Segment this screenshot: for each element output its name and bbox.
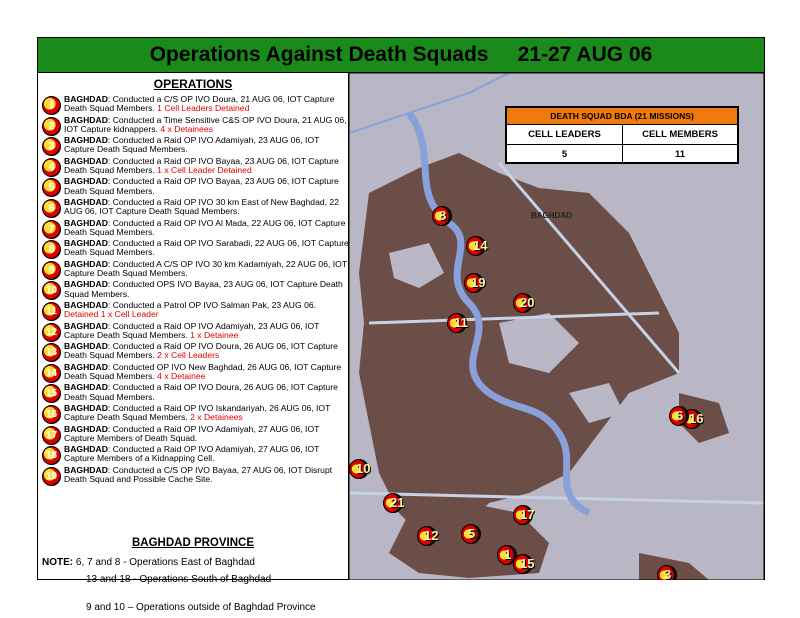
operation-description: : Conducted a Raid OP IVO Iskandariyah, 26 AUG 06, IOT Capture Death Squad Members. <box>64 403 331 423</box>
operation-description: : Conducted a Raid OP IVO Bayaa, 23 AUG 06, IOT Capture Death Squad Members. <box>64 176 339 196</box>
operation-location: BAGHDAD <box>64 135 108 146</box>
operation-result: 2 x Detainees <box>187 412 243 423</box>
operation-text <box>64 157 350 175</box>
operation-number-icon: 16 <box>42 405 61 424</box>
map-marker-label: 1 <box>504 547 512 562</box>
operation-item <box>42 95 348 116</box>
map-marker-label: 16 <box>689 411 704 426</box>
operation-number-icon: 10 <box>42 281 61 300</box>
operation-number-icon: 7 <box>42 220 61 239</box>
operation-result: 1 Cell Leaders Detained <box>154 103 250 114</box>
operation-number-icon: 12 <box>42 323 61 342</box>
bda-col1-label: CELL LEADERS <box>507 125 623 145</box>
bda-col2-value: 11 <box>674 149 686 160</box>
map <box>349 73 764 580</box>
map-marker-icon <box>383 493 403 513</box>
operation-result: 4 x Detainees <box>157 123 213 134</box>
operation-location: BAGHDAD <box>64 382 108 393</box>
operation-number-icon: 4 <box>42 158 61 177</box>
map-marker-icon <box>464 273 484 293</box>
operation-number-icon: 13 <box>42 343 61 362</box>
operation-description: : Conducted a Raid OP IVO Adamiyah, 23 AUG 06, IOT Capture Death Squad Members. <box>64 135 320 155</box>
slide-title: Operations Against Death Squads 21-27 AUG 06 <box>149 43 653 66</box>
operation-location: BAGHDAD <box>64 464 108 475</box>
operation-item <box>42 198 348 219</box>
operation-text <box>64 260 350 278</box>
operation-location: BAGHDAD <box>64 361 108 372</box>
operation-location: BAGHDAD <box>64 217 108 228</box>
operation-location: BAGHDAD <box>64 258 108 269</box>
operation-description: : Conducted a Raid OP IVO Bayaa, 23 AUG 06, IOT Capture Death Squad Members. <box>64 155 339 175</box>
operation-location: BAGHDAD <box>64 279 108 290</box>
map-marker-icon <box>513 293 533 313</box>
operation-text <box>64 383 350 401</box>
operation-item <box>42 404 348 425</box>
operation-description: : Conducted a Raid OP IVO Doura, 26 AUG 06, IOT Capture Death Squad Members. <box>64 341 338 361</box>
operation-item <box>42 219 348 240</box>
operation-item <box>42 136 348 157</box>
operation-number-icon: 19 <box>42 467 61 486</box>
operation-item <box>42 260 348 281</box>
operation-description: : Conducted a Raid OP IVO Adamiyah, 23 AUG 06, IOT Capture Death Squad Members. <box>64 320 320 340</box>
operation-text <box>64 219 350 237</box>
operation-text <box>64 342 350 360</box>
operation-item <box>42 342 348 363</box>
operation-location: BAGHDAD <box>64 94 108 104</box>
map-marker-label: 17 <box>520 507 535 522</box>
operation-description: : Conducted a Raid OP IVO Al Mada, 22 AUG 06, IOT Capture Death Squad Members. <box>64 217 346 237</box>
operation-number-icon: 15 <box>42 384 61 403</box>
bda-table <box>505 106 739 164</box>
map-marker-icon <box>657 565 677 580</box>
operation-text <box>64 136 350 154</box>
operation-number-icon: 17 <box>42 426 61 445</box>
operation-result: 4 x Detainee <box>154 371 206 381</box>
slide <box>37 37 765 613</box>
title-bar <box>38 38 764 73</box>
operation-description: : Conducted a Raid OP IVO Adamiyah, 27 AUG 06, IOT Capture Members of Death Squad. <box>64 423 320 443</box>
operation-item <box>42 280 348 301</box>
map-marker-label: 14 <box>473 238 488 253</box>
map-marker-label: 15 <box>520 556 535 571</box>
operation-item <box>42 239 348 260</box>
map-city-label: BAGHDAD <box>531 211 572 220</box>
operation-item <box>42 466 348 487</box>
operation-text <box>64 445 350 463</box>
operation-location: BAGHDAD <box>64 403 108 413</box>
operation-location: BAGHDAD <box>64 197 108 207</box>
operation-item <box>42 322 348 343</box>
note-line-3: 9 and 10 – Operations outside of Baghdad Province <box>86 602 316 613</box>
operation-item <box>42 445 348 466</box>
map-marker-icon <box>461 524 481 544</box>
operation-location: BAGHDAD <box>64 320 108 331</box>
operation-item <box>42 301 348 322</box>
map-marker-icon <box>669 406 689 426</box>
operation-description: : Conducted a C/S OP IVO Bayaa, 27 AUG 06, IOT Disrupt Death Squad and Possible Cache Site. <box>64 464 333 484</box>
operation-description: : Conducted a Raid OP IVO Sarabadi, 22 AUG 06, IOT Capture Death Squad Members. <box>64 238 349 258</box>
operation-text <box>64 301 350 319</box>
operation-number-icon: 9 <box>42 261 61 280</box>
operation-location: BAGHDAD <box>64 238 108 249</box>
map-marker-icon <box>513 554 533 574</box>
operation-number-icon: 11 <box>42 302 61 321</box>
operation-number-icon: 18 <box>42 446 61 465</box>
operation-text <box>64 363 350 381</box>
map-marker-label: 3 <box>664 567 672 580</box>
operation-text <box>64 404 350 422</box>
operation-description: : Conducted A C/S OP IVO 30 km Kadamiyah, 22 AUG 06, IOT Capture Death Squad Members. <box>64 258 347 278</box>
operation-description: : Conducted OP IVO New Baghdad, 26 AUG 06, IOT Capture Death Squad Members. <box>64 361 342 381</box>
map-marker-icon <box>447 313 467 333</box>
map-marker-label: 5 <box>468 526 476 541</box>
operation-item <box>42 363 348 384</box>
map-marker-label: 19 <box>471 275 486 290</box>
map-marker-label: 21 <box>390 495 405 510</box>
province-heading: BAGHDAD PROVINCE <box>131 537 255 549</box>
map-marker-label: 6 <box>676 408 684 423</box>
map-marker-label: 10 <box>356 461 371 476</box>
operation-description: : Conducted a Time Sensitive C&S OP IVO Doura, 21 AUG 06, IOT Capture kidnappers. <box>64 114 347 134</box>
operation-number-icon: 5 <box>42 178 61 197</box>
operation-location: BAGHDAD <box>64 423 108 434</box>
operation-text <box>64 466 350 484</box>
operation-location: BAGHDAD <box>64 155 108 166</box>
map-marker-icon <box>349 459 369 479</box>
operation-text <box>64 239 350 257</box>
operation-result: 1 x Detainee <box>187 329 239 340</box>
operation-text <box>64 322 350 340</box>
map-marker-icon <box>417 526 437 546</box>
operation-location: BAGHDAD <box>64 114 108 125</box>
operation-item <box>42 383 348 404</box>
note-line-2: 13 and 18 - Operations South of Baghdad <box>86 574 272 585</box>
operation-location: BAGHDAD <box>64 300 108 310</box>
operation-text <box>64 198 350 216</box>
operations-panel <box>38 73 349 613</box>
operation-description: : Conducted a Raid OP IVO 30 km East of New Baghdad, 22 AUG 06, IOT Capture Death Squad Members. <box>64 197 339 217</box>
operation-description: : Conducted a Raid OP IVO Adamiyah, 27 AUG 06, IOT Capture Members of a Kidnapping Cell. <box>64 444 320 464</box>
operation-location: BAGHDAD <box>64 444 108 455</box>
bda-col2-label: CELL MEMBERS <box>623 125 737 145</box>
operation-text <box>64 177 350 195</box>
operation-number-icon: 3 <box>42 137 61 156</box>
operation-number-icon: 14 <box>42 364 61 383</box>
operation-result: 1 x Cell Leader Detained <box>154 165 252 175</box>
operation-item <box>42 116 348 137</box>
operation-text <box>64 95 350 113</box>
operation-location: BAGHDAD <box>64 341 108 352</box>
map-marker-label: 11 <box>454 315 468 330</box>
operation-item <box>42 425 348 446</box>
map-marker-icon <box>432 206 452 226</box>
operation-result: Detained 1 x Cell Leader <box>64 309 159 320</box>
operations-heading: OPERATIONS <box>153 77 233 91</box>
bda-col1-value: 5 <box>507 145 623 164</box>
map-marker-label: 12 <box>424 528 439 543</box>
operation-number-icon: 2 <box>42 117 61 136</box>
operation-description: : Conducted a Raid OP IVO Doura, 26 AUG 06, IOT Capture Death Squad Members. <box>64 382 338 402</box>
note-line-1: 6, 7 and 8 - Operations East of Baghdad <box>73 557 255 568</box>
operation-result: 2 x Cell Leaders <box>154 350 220 361</box>
operation-text <box>64 425 350 443</box>
operation-text <box>64 116 350 134</box>
note-label: NOTE: <box>42 557 74 568</box>
operation-item <box>42 157 348 178</box>
operation-description: : Conducted a Patrol OP IVO Salman Pak, 23 AUG 06. <box>107 300 317 310</box>
operation-item <box>42 177 348 198</box>
map-marker-icon <box>513 505 533 525</box>
map-marker-label: 20 <box>520 295 535 310</box>
operation-number-icon: 8 <box>42 240 61 259</box>
operation-location: BAGHDAD <box>64 176 108 187</box>
operation-description: : Conducted a C/S OP IVO Doura, 21 AUG 06, IOT Capture Death Squad Members. <box>64 94 335 114</box>
operation-description: : Conducted OPS IVO Bayaa, 23 AUG 06, IOT Capture Death Squad Members. <box>64 279 343 299</box>
bda-header: DEATH SQUAD BDA (21 MISSIONS) <box>507 108 737 125</box>
map-marker-label: 8 <box>439 208 447 223</box>
operation-number-icon: 6 <box>42 199 61 218</box>
map-marker-icon <box>466 236 486 256</box>
operation-number-icon: 1 <box>42 96 61 115</box>
operation-text <box>64 280 350 298</box>
